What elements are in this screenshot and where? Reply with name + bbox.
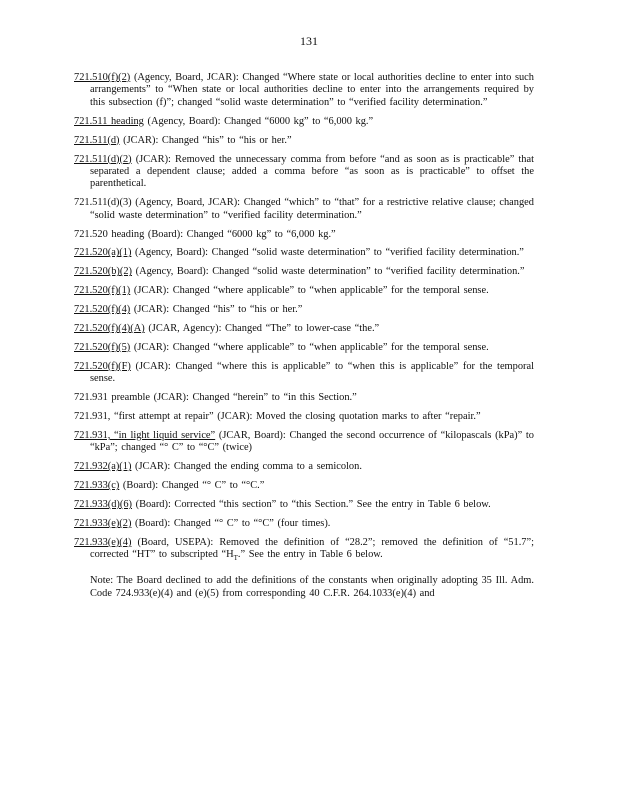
- list-item: [74, 499, 534, 511]
- entry-text-part: .” See the entry in Table 6 below.: [237, 549, 383, 561]
- list-item: [74, 480, 534, 492]
- section-ref: 721.933(e)(4): [74, 536, 132, 548]
- section-ref: 721.520(f)(4)(A): [74, 323, 145, 335]
- list-item: [74, 266, 534, 278]
- list-item: [74, 135, 534, 147]
- entry-text: (Agency, Board): Changed “solid waste determination” to “verified facility determination.”: [135, 266, 525, 278]
- note-paragraph: Note: The Board declined to add the definitions of the constants when originally adopting 35 Ill. Adm. Code 724.933(e)(4) and (e)(5) from corresponding 40 C.F.R. 264.1033(e)(4) and: [90, 575, 534, 599]
- section-ref: 721.933(e)(2): [74, 518, 132, 530]
- entry-text: (JCAR): Changed “where applicable” to “when applicable” for the temporal sense.: [133, 342, 489, 353]
- entry-text: (JCAR): Changed “where applicable” to “when applicable” for the temporal sense.: [133, 285, 489, 297]
- list-item: [74, 304, 534, 316]
- entry-text: (Agency, Board, JCAR): Changed “which” to “that” for a restrictive relative clause; changed “solid waste determination” to “verified facility determination.”: [90, 197, 534, 221]
- list-item: [74, 537, 534, 565]
- section-ref: 721.520(a)(1): [74, 247, 132, 259]
- section-ref: 721.933(d)(6): [74, 499, 133, 511]
- list-item: [74, 430, 534, 455]
- section-ref: 721.511(d)(3): [74, 197, 132, 209]
- section-ref: 721.520(b)(2): [74, 266, 133, 278]
- section-ref: 721.932(a)(1): [74, 461, 132, 473]
- section-ref: 721.931, “first attempt at repair”: [74, 411, 214, 423]
- list-item: [74, 285, 534, 297]
- section-ref: 721.520(f)(5): [74, 342, 131, 353]
- entry-text: (Agency, Board): Changed “6000 kg” to “6,000 kg.”: [147, 115, 374, 127]
- entry-text: (Agency, Board): Changed “solid waste determination” to “verified facility determination.”: [135, 247, 524, 259]
- entry-text: (JCAR): Changed “his” to “his or her.”: [133, 304, 303, 316]
- section-ref: 721.931 preamble: [74, 392, 151, 404]
- entry-text: (Board): Changed “° C” to “°C.”: [122, 480, 265, 492]
- section-ref: 721.931, “in light liquid service”: [74, 430, 216, 442]
- page-number: 131: [300, 34, 318, 48]
- list-item: [74, 342, 534, 354]
- list-item: [74, 518, 534, 530]
- section-ref: 721.520(f)(F): [74, 360, 131, 372]
- list-item: [74, 323, 534, 335]
- entry-text: (Board): Changed “6000 kg” to “6,000 kg.”: [147, 228, 336, 240]
- entry-text: (JCAR): Changed “where this is applicable” to “when this is applicable” for the temporal sense.: [90, 360, 534, 385]
- entry-text: (JCAR): Changed the ending comma to a semicolon.: [135, 461, 362, 473]
- entry-text: (Board): Changed “° C” to “°C” (four times).: [135, 518, 331, 530]
- list-item: [74, 72, 534, 109]
- list-item: [74, 229, 534, 241]
- entry-text: (Agency, Board, JCAR): Changed “Where state or local authorities decline to enter into such arrangements” to “When state or local authorities decline to enter into the arrangements required by this subsection (f)”; changed “solid waste determination” to “verified facility determination.”: [90, 72, 534, 108]
- entry-text: (JCAR, Board): Changed the second occurrence of “kilopascals (kPa)” to “kPa”; changed “° C” to “°C” (twice): [90, 430, 534, 454]
- entry-text: (JCAR): Moved the closing quotation marks to after “repair.”: [217, 411, 481, 423]
- list-item: [74, 361, 534, 386]
- entry-text: (JCAR): Removed the unnecessary comma from before “and as soon as is practicable” that separated a dependent clause; added a comma before “as soon as is practicable” to offset the parenthetical.: [90, 153, 534, 190]
- entries-list: [74, 72, 534, 610]
- entry-text: (JCAR): Changed “herein” to “in this Section.”: [153, 392, 357, 404]
- entry-text: [90, 536, 534, 563]
- section-ref: 721.511(d)(2): [74, 153, 132, 165]
- section-ref: 721.511(d): [74, 134, 120, 146]
- entry-text: (Board): Corrected “this section” to “this Section.” See the entry in Table 6 below.: [135, 499, 491, 511]
- section-ref: 721.520(f)(1): [74, 285, 131, 297]
- entry-text: (JCAR, Agency): Changed “The” to lower-case “the.”: [148, 323, 380, 335]
- section-ref: 721.511 heading: [74, 115, 144, 127]
- list-item: [74, 116, 534, 128]
- list-item: [74, 461, 534, 473]
- list-item: [74, 411, 534, 423]
- list-item: [74, 392, 534, 404]
- section-ref: 721.510(f)(2): [74, 72, 131, 83]
- list-item: [74, 247, 534, 259]
- list-item: [74, 154, 534, 191]
- section-ref: 721.520(f)(4): [74, 304, 131, 316]
- section-ref: 721.520 heading: [74, 228, 145, 240]
- section-ref: 721.933(c): [74, 480, 120, 492]
- list-item: [74, 197, 534, 222]
- entry-text-part: (Board, USEPA): Removed the definition of “28.2”; removed the definition of “51.7”; corrected “HT” to subscripted “H: [90, 536, 534, 561]
- entry-text: (JCAR): Changed “his” to “his or her.”: [123, 134, 292, 146]
- subscript-t: T: [233, 554, 238, 563]
